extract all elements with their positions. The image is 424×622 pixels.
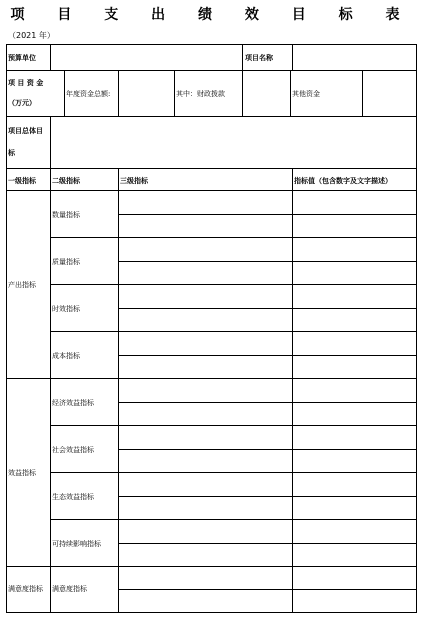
header-level3: 三级指标 (120, 177, 148, 185)
level2-timeliness: 时效指标 (52, 305, 80, 313)
level1-output: 产出指标 (8, 281, 36, 289)
level1-benefit: 效益指标 (8, 469, 36, 477)
fiscal-allocation-label: 其中：财政拨款 (176, 90, 225, 98)
level2-ecological: 生态效益指标 (52, 493, 94, 501)
budget-unit-label: 预算单位 (8, 54, 36, 62)
header-level2: 二级指标 (52, 177, 80, 185)
level1-satisfaction: 满意度指标 (8, 585, 43, 593)
project-name-label: 项目名称 (245, 54, 273, 62)
overall-goal-label: 项目总体目 (8, 127, 43, 135)
year-label: （2021 年） (8, 31, 55, 40)
overall-goal-label-cont: 标 (8, 149, 15, 157)
level2-sustainable: 可持续影响指标 (52, 540, 101, 548)
funding-unit-label: （万元） (8, 99, 36, 107)
annual-total-label: 年度资金总额: (66, 90, 111, 98)
level2-cost: 成本指标 (52, 352, 80, 360)
level2-quality: 质量指标 (52, 258, 80, 266)
form-title: 项 目 支 出 绩 效 目 标 表 (10, 7, 414, 23)
other-funds-label: 其他资金 (292, 90, 320, 98)
funding-label: 项 目 资 金 (8, 79, 44, 87)
level2-social: 社会效益指标 (52, 446, 94, 454)
level2-satisfaction: 满意度指标 (52, 585, 87, 593)
header-value: 指标值（包含数字及文字描述） (294, 177, 392, 185)
level2-economic: 经济效益指标 (52, 399, 94, 407)
header-level1: 一级指标 (8, 177, 36, 185)
level2-quantity: 数量指标 (52, 211, 80, 219)
